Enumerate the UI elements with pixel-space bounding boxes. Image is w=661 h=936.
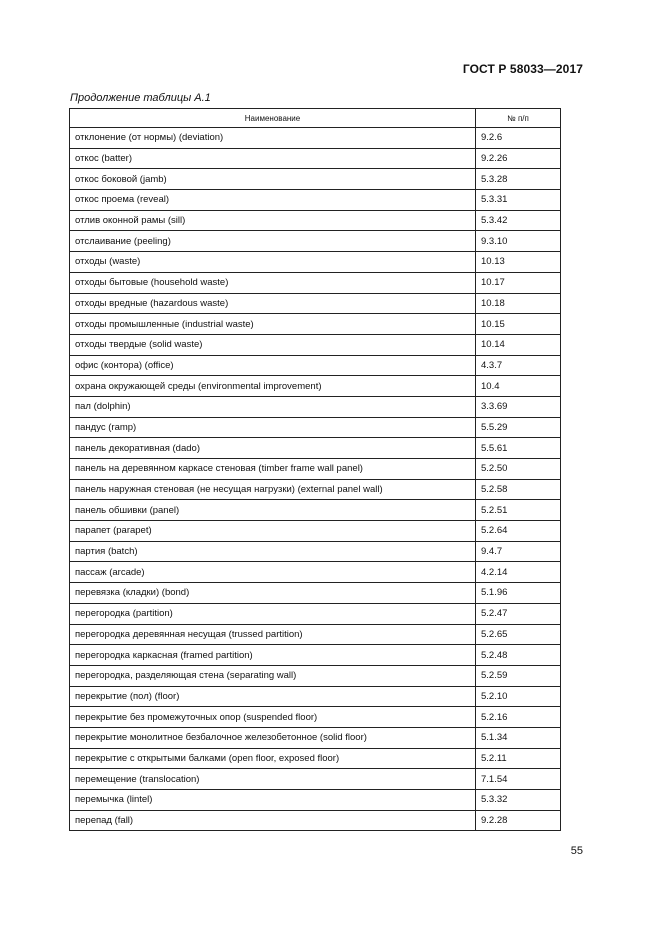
document-id: ГОСТ Р 58033—2017: [462, 62, 583, 76]
term-name-cell: отлив оконной рамы (sill): [70, 210, 476, 231]
table-row: [70, 748, 561, 769]
term-name-cell: перемещение (translocation): [70, 769, 476, 790]
term-name-cell: отходы промышленные (industrial waste): [70, 314, 476, 335]
table-row: [70, 376, 561, 397]
term-name-cell: перевязка (кладки) (bond): [70, 583, 476, 604]
table-row: [70, 562, 561, 583]
term-name-cell: партия (batch): [70, 541, 476, 562]
table-caption: Продолжение таблицы А.1: [70, 92, 211, 104]
term-number-cell: 5.2.11: [476, 748, 561, 769]
term-number-cell: 10.4: [476, 376, 561, 397]
term-name-cell: офис (контора) (office): [70, 355, 476, 376]
term-name-cell: откос (batter): [70, 148, 476, 169]
table-row: [70, 665, 561, 686]
term-number-cell: 5.2.10: [476, 686, 561, 707]
term-number-cell: 5.2.59: [476, 665, 561, 686]
term-name-cell: откос проема (reveal): [70, 190, 476, 211]
table-header-row: [70, 109, 561, 128]
term-number-cell: 10.17: [476, 272, 561, 293]
term-name-cell: панель наружная стеновая (не несущая нагрузки) (external panel wall): [70, 479, 476, 500]
term-number-cell: 5.2.16: [476, 707, 561, 728]
term-number-cell: 5.1.96: [476, 583, 561, 604]
term-name-cell: пассаж (arcade): [70, 562, 476, 583]
term-number-cell: 7.1.54: [476, 769, 561, 790]
table-row: [70, 252, 561, 273]
table-row: [70, 438, 561, 459]
term-number-cell: 9.2.28: [476, 810, 561, 831]
term-number-cell: 5.3.42: [476, 210, 561, 231]
term-name-cell: перекрытие (пол) (floor): [70, 686, 476, 707]
term-number-cell: 5.2.65: [476, 624, 561, 645]
table-row: [70, 790, 561, 811]
term-number-cell: 5.2.51: [476, 500, 561, 521]
term-number-cell: 5.5.29: [476, 417, 561, 438]
term-number-cell: 5.2.64: [476, 521, 561, 542]
table-row: [70, 148, 561, 169]
term-number-cell: 5.3.31: [476, 190, 561, 211]
term-number-cell: 10.15: [476, 314, 561, 335]
table-row: [70, 769, 561, 790]
table-row: [70, 417, 561, 438]
term-number-cell: 10.13: [476, 252, 561, 273]
term-name-cell: отходы (waste): [70, 252, 476, 273]
column-header-number: № п/п: [476, 109, 561, 128]
term-name-cell: перекрытие монолитное безбалочное железобетонное (solid floor): [70, 727, 476, 748]
term-number-cell: 5.2.48: [476, 645, 561, 666]
table-row: [70, 396, 561, 417]
term-number-cell: 9.2.6: [476, 128, 561, 149]
table-row: [70, 293, 561, 314]
term-name-cell: перегородка (partition): [70, 603, 476, 624]
term-number-cell: 9.2.26: [476, 148, 561, 169]
table-row: [70, 707, 561, 728]
term-number-cell: 5.1.34: [476, 727, 561, 748]
page-number: 55: [570, 845, 583, 857]
term-name-cell: панель декоративная (dado): [70, 438, 476, 459]
table-row: [70, 190, 561, 211]
term-name-cell: панель обшивки (panel): [70, 500, 476, 521]
term-name-cell: перегородка, разделяющая стена (separating wall): [70, 665, 476, 686]
term-number-cell: 5.2.58: [476, 479, 561, 500]
term-name-cell: откос боковой (jamb): [70, 169, 476, 190]
table-row: [70, 583, 561, 604]
term-number-cell: 10.14: [476, 334, 561, 355]
term-number-cell: 5.2.50: [476, 459, 561, 480]
table-row: [70, 334, 561, 355]
term-number-cell: 5.5.61: [476, 438, 561, 459]
table-row: [70, 541, 561, 562]
table-row: [70, 210, 561, 231]
term-name-cell: перемычка (lintel): [70, 790, 476, 811]
table-row: [70, 727, 561, 748]
term-name-cell: охрана окружающей среды (environmental improvement): [70, 376, 476, 397]
table-row: [70, 231, 561, 252]
term-name-cell: отслаивание (peeling): [70, 231, 476, 252]
term-name-cell: пандус (ramp): [70, 417, 476, 438]
term-number-cell: 9.4.7: [476, 541, 561, 562]
table-row: [70, 128, 561, 149]
term-name-cell: перекрытие без промежуточных опор (suspended floor): [70, 707, 476, 728]
term-name-cell: перепад (fall): [70, 810, 476, 831]
table-row: [70, 479, 561, 500]
table-row: [70, 355, 561, 376]
table-row: [70, 314, 561, 335]
table-row: [70, 459, 561, 480]
table-row: [70, 686, 561, 707]
terms-table: [69, 108, 561, 831]
term-name-cell: перегородка деревянная несущая (trussed partition): [70, 624, 476, 645]
term-number-cell: 4.3.7: [476, 355, 561, 376]
term-name-cell: перегородка каркасная (framed partition): [70, 645, 476, 666]
term-name-cell: панель на деревянном каркасе стеновая (timber frame wall panel): [70, 459, 476, 480]
table-row: [70, 603, 561, 624]
term-number-cell: 10.18: [476, 293, 561, 314]
term-name-cell: отходы бытовые (household waste): [70, 272, 476, 293]
term-number-cell: 9.3.10: [476, 231, 561, 252]
table-row: [70, 810, 561, 831]
term-number-cell: 4.2.14: [476, 562, 561, 583]
term-number-cell: 5.3.32: [476, 790, 561, 811]
column-header-name: Наименование: [70, 109, 476, 128]
term-number-cell: 5.2.47: [476, 603, 561, 624]
term-name-cell: отходы вредные (hazardous waste): [70, 293, 476, 314]
term-name-cell: парапет (parapet): [70, 521, 476, 542]
term-number-cell: 3.3.69: [476, 396, 561, 417]
table-row: [70, 645, 561, 666]
term-name-cell: отходы твердые (solid waste): [70, 334, 476, 355]
term-number-cell: 5.3.28: [476, 169, 561, 190]
table-row: [70, 500, 561, 521]
term-name-cell: пал (dolphin): [70, 396, 476, 417]
table-body: [70, 128, 561, 831]
term-name-cell: перекрытие с открытыми балками (open floor, exposed floor): [70, 748, 476, 769]
table-row: [70, 169, 561, 190]
term-name-cell: отклонение (от нормы) (deviation): [70, 128, 476, 149]
table-row: [70, 624, 561, 645]
table-row: [70, 521, 561, 542]
table-row: [70, 272, 561, 293]
